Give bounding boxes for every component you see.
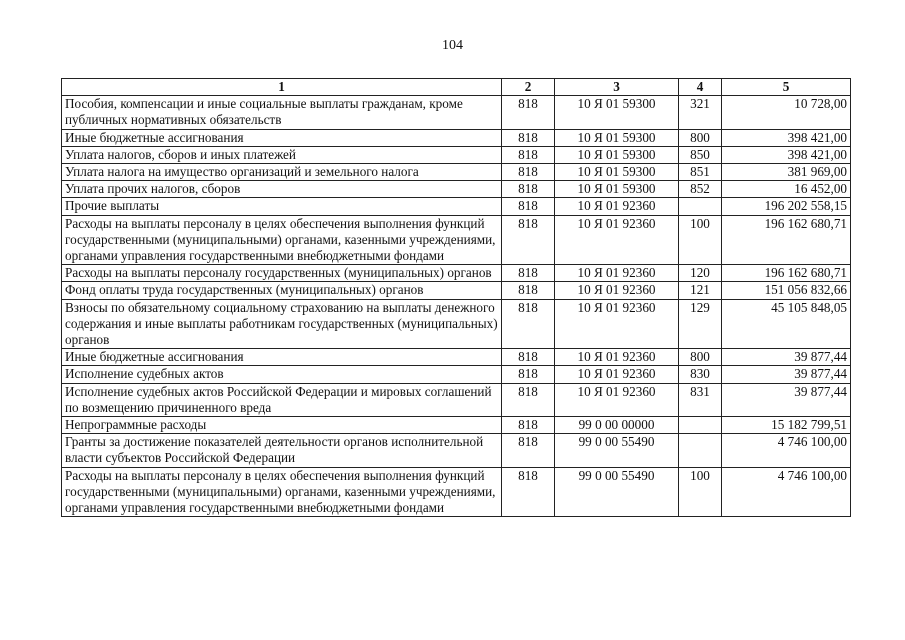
cell-name: Расходы на выплаты персоналу в целях обеспечения выполнения функций государственными (муниципальными) органами, казенными учреждениями, органами управления государственными внебюджетными фондами <box>62 467 502 517</box>
header-cell-csr: 3 <box>555 79 679 96</box>
cell-target-article: 10 Я 01 92360 <box>555 265 679 282</box>
cell-admin-code: 818 <box>502 96 555 129</box>
cell-target-article: 10 Я 01 59300 <box>555 96 679 129</box>
cell-expense-type: 852 <box>679 181 722 198</box>
cell-amount: 15 182 799,51 <box>722 417 851 434</box>
cell-admin-code: 818 <box>502 434 555 467</box>
cell-admin-code: 818 <box>502 349 555 366</box>
cell-name: Расходы на выплаты персоналу государственных (муниципальных) органов <box>62 265 502 282</box>
cell-expense-type: 830 <box>679 366 722 383</box>
cell-target-article: 10 Я 01 92360 <box>555 282 679 299</box>
cell-admin-code: 818 <box>502 383 555 416</box>
cell-admin-code: 818 <box>502 164 555 181</box>
cell-amount: 39 877,44 <box>722 366 851 383</box>
cell-admin-code: 818 <box>502 146 555 163</box>
cell-target-article: 10 Я 01 92360 <box>555 349 679 366</box>
budget-table <box>61 78 851 517</box>
table-row <box>62 96 851 129</box>
cell-expense-type <box>679 417 722 434</box>
cell-admin-code: 818 <box>502 299 555 349</box>
header-cell-admin: 2 <box>502 79 555 96</box>
table-row <box>62 129 851 146</box>
table-row <box>62 282 851 299</box>
cell-target-article: 10 Я 01 59300 <box>555 181 679 198</box>
cell-amount: 196 202 558,15 <box>722 198 851 215</box>
cell-name: Уплата налогов, сборов и иных платежей <box>62 146 502 163</box>
cell-admin-code: 818 <box>502 282 555 299</box>
table-body <box>62 96 851 517</box>
cell-amount: 151 056 832,66 <box>722 282 851 299</box>
cell-admin-code: 818 <box>502 265 555 282</box>
cell-amount: 4 746 100,00 <box>722 434 851 467</box>
cell-target-article: 10 Я 01 59300 <box>555 146 679 163</box>
cell-name: Прочие выплаты <box>62 198 502 215</box>
table-row <box>62 146 851 163</box>
header-cell-vr: 4 <box>679 79 722 96</box>
cell-name: Взносы по обязательному социальному страхованию на выплаты денежного содержания и иные выплаты работникам государственных (муниципальных) органов <box>62 299 502 349</box>
cell-target-article: 10 Я 01 92360 <box>555 215 679 265</box>
cell-amount: 10 728,00 <box>722 96 851 129</box>
cell-expense-type: 121 <box>679 282 722 299</box>
cell-expense-type: 120 <box>679 265 722 282</box>
header-cell-sum: 5 <box>722 79 851 96</box>
cell-name: Непрограммные расходы <box>62 417 502 434</box>
page-number: 104 <box>442 38 463 53</box>
table-row <box>62 417 851 434</box>
table-row <box>62 434 851 467</box>
cell-name: Фонд оплаты труда государственных (муниципальных) органов <box>62 282 502 299</box>
cell-name: Пособия, компенсации и иные социальные выплаты гражданам, кроме публичных нормативных обязательств <box>62 96 502 129</box>
cell-amount: 398 421,00 <box>722 146 851 163</box>
cell-target-article: 10 Я 01 59300 <box>555 164 679 181</box>
cell-expense-type <box>679 434 722 467</box>
table-row <box>62 215 851 265</box>
cell-amount: 45 105 848,05 <box>722 299 851 349</box>
cell-admin-code: 818 <box>502 181 555 198</box>
table-row <box>62 299 851 349</box>
cell-admin-code: 818 <box>502 366 555 383</box>
cell-amount: 196 162 680,71 <box>722 265 851 282</box>
cell-target-article: 10 Я 01 92360 <box>555 366 679 383</box>
cell-target-article: 10 Я 01 92360 <box>555 299 679 349</box>
cell-amount: 381 969,00 <box>722 164 851 181</box>
cell-target-article: 99 0 00 55490 <box>555 467 679 517</box>
cell-expense-type: 100 <box>679 467 722 517</box>
cell-expense-type: 800 <box>679 349 722 366</box>
table-row <box>62 198 851 215</box>
cell-expense-type: 100 <box>679 215 722 265</box>
cell-expense-type: 851 <box>679 164 722 181</box>
cell-name: Уплата налога на имущество организаций и земельного налога <box>62 164 502 181</box>
cell-name: Гранты за достижение показателей деятельности органов исполнительной власти субъектов Российской Федерации <box>62 434 502 467</box>
table-row <box>62 265 851 282</box>
cell-name: Иные бюджетные ассигнования <box>62 129 502 146</box>
table-row <box>62 181 851 198</box>
table-row <box>62 164 851 181</box>
cell-target-article: 99 0 00 55490 <box>555 434 679 467</box>
cell-expense-type: 321 <box>679 96 722 129</box>
cell-amount: 4 746 100,00 <box>722 467 851 517</box>
cell-admin-code: 818 <box>502 129 555 146</box>
table-header-row <box>62 79 851 96</box>
cell-expense-type: 831 <box>679 383 722 416</box>
cell-target-article: 10 Я 01 92360 <box>555 198 679 215</box>
table-row <box>62 383 851 416</box>
cell-admin-code: 818 <box>502 417 555 434</box>
cell-amount: 398 421,00 <box>722 129 851 146</box>
cell-target-article: 99 0 00 00000 <box>555 417 679 434</box>
cell-name: Исполнение судебных актов <box>62 366 502 383</box>
cell-admin-code: 818 <box>502 215 555 265</box>
cell-name: Исполнение судебных актов Российской Федерации и мировых соглашений по возмещению причиненного вреда <box>62 383 502 416</box>
cell-admin-code: 818 <box>502 198 555 215</box>
cell-expense-type <box>679 198 722 215</box>
table-row <box>62 349 851 366</box>
cell-expense-type: 850 <box>679 146 722 163</box>
cell-expense-type: 800 <box>679 129 722 146</box>
cell-amount: 39 877,44 <box>722 383 851 416</box>
cell-target-article: 10 Я 01 92360 <box>555 383 679 416</box>
cell-admin-code: 818 <box>502 467 555 517</box>
header-cell-name: 1 <box>62 79 502 96</box>
cell-target-article: 10 Я 01 59300 <box>555 129 679 146</box>
cell-name: Расходы на выплаты персоналу в целях обеспечения выполнения функций государственными (муниципальными) органами, казенными учреждениями, органами управления государственными внебюджетными фондами <box>62 215 502 265</box>
cell-name: Уплата прочих налогов, сборов <box>62 181 502 198</box>
cell-amount: 39 877,44 <box>722 349 851 366</box>
cell-amount: 16 452,00 <box>722 181 851 198</box>
cell-name: Иные бюджетные ассигнования <box>62 349 502 366</box>
table-row <box>62 467 851 517</box>
cell-amount: 196 162 680,71 <box>722 215 851 265</box>
cell-expense-type: 129 <box>679 299 722 349</box>
table-row <box>62 366 851 383</box>
